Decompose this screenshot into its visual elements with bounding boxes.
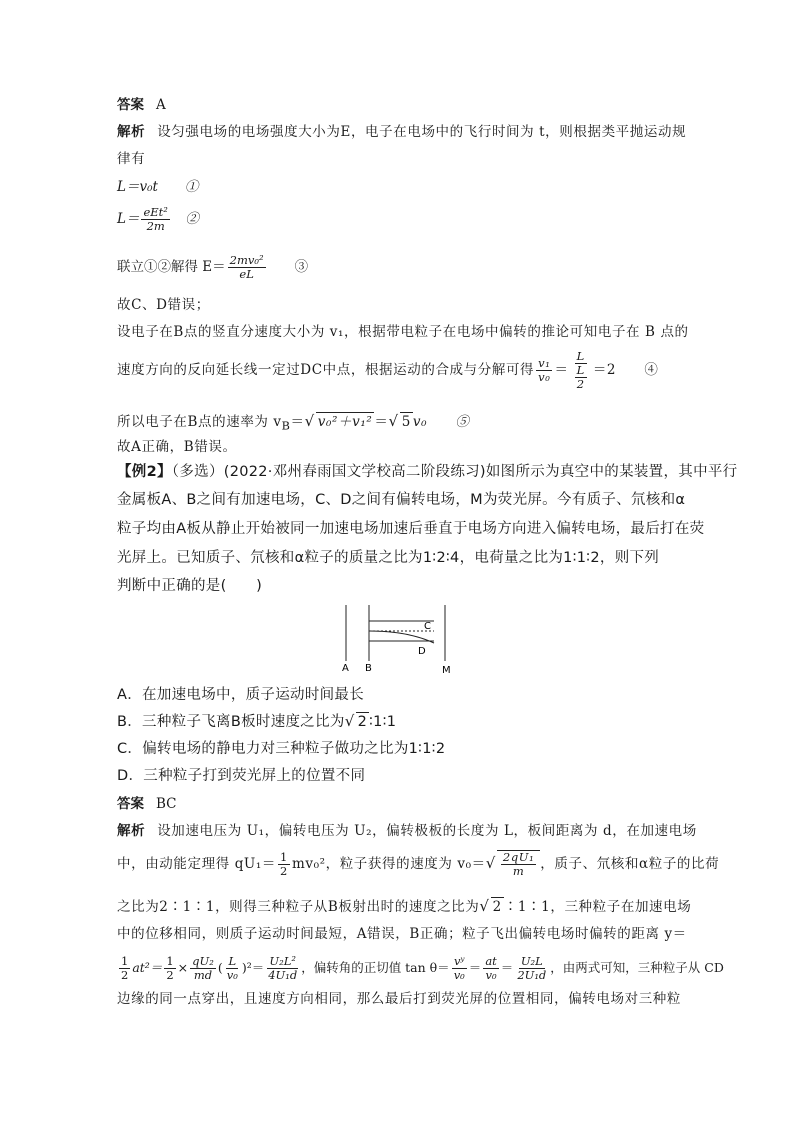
l8-f2-num: L <box>576 349 585 363</box>
answer-value-2: BC <box>156 796 177 812</box>
l9-radicand-2: 5 <box>401 414 411 430</box>
half-num: 1 <box>280 850 288 864</box>
eq3-fraction <box>228 254 266 281</box>
l5-f6-den: v₀ <box>453 968 465 982</box>
analysis2-line-1 <box>117 822 697 840</box>
l2-rad-den: m <box>512 864 525 878</box>
l5-a: at²＝ <box>132 960 163 975</box>
l5-frac-2 <box>164 955 175 982</box>
example-tag: 【例2】 <box>117 464 172 480</box>
l8-pre: 速度方向的反向延长线一定过DC中点，根据运动的合成与分解可得 <box>117 362 535 378</box>
answer-label: 答案 <box>117 97 144 113</box>
example2-line-3: 粒子均由A板从静止开始被同一加速电场加速后垂直于电场方向进入偏转电场，最后打在荧 <box>117 521 705 537</box>
sqrt-sign: √ <box>304 412 315 430</box>
label-a: A <box>342 663 349 674</box>
l2-rad-num: 2qU₁ <box>502 850 535 864</box>
l8-fraction-2 <box>571 350 591 391</box>
example2-line-2: 金属板A、B之间有加速电场，C、D之间有偏转电场，M为荧光屏。今有质子、氘核和α <box>117 492 686 508</box>
l8-fraction-1 <box>536 357 552 384</box>
eq3-den: eL <box>239 267 254 281</box>
l5-f5-den: 4U₁d <box>268 968 298 982</box>
example2-line-5: 判断中正确的是( ) <box>117 578 263 594</box>
eq2-fraction <box>141 206 169 233</box>
l5-f1-den: 2 <box>121 968 129 982</box>
l5-frac-4 <box>225 955 240 982</box>
eq2-tag: ② <box>171 211 199 227</box>
analysis2-line-4: 中的位移相同，则质子运动时间最短，A错误，B正确；粒子飞出偏转电场时偏转的距离 y＝ <box>117 926 687 942</box>
l5-f2-num: 1 <box>166 954 174 968</box>
l5-f3-num: qU₂ <box>192 954 214 968</box>
label-m: M <box>442 665 451 676</box>
l2-mid: mv₀²，粒子获得的速度为 v₀＝ <box>291 856 486 872</box>
option-d: D．三种粒子打到荧光屏上的位置不同 <box>117 768 366 784</box>
eq3-pre: 联立①②解得 E＝ <box>117 259 226 275</box>
l5-g: ＝ <box>500 960 514 975</box>
analysis2-line-6: 边缘的同一点穿出，且速度方向相同，那么最后打到荧光屏的位置相同，偏转电场对三种粒 <box>117 991 681 1007</box>
equation-2 <box>117 206 199 233</box>
l5-f3-den: md <box>193 968 213 982</box>
example2-line-4: 光屏上。已知质子、氘核和α粒子的质量之比为1∶2∶4，电荷量之比为1∶1∶2，则下列 <box>117 550 660 566</box>
l8-f1-den: v₀ <box>538 370 551 384</box>
l5-frac-5 <box>266 955 299 982</box>
label-b: B <box>365 663 372 674</box>
l5-f6-num: vʸ <box>453 954 465 968</box>
option-b-radicand: 2 <box>357 714 368 730</box>
l5-f7-den: v₀ <box>485 968 497 982</box>
label-c: C <box>424 621 431 632</box>
option-a: A．在加速电场中，质子运动时间最长 <box>117 687 365 703</box>
analysis-line-9 <box>117 412 469 436</box>
eq2-lhs: L＝ <box>117 211 140 227</box>
l5-d: )²＝ <box>241 960 265 975</box>
l8-post: ＝2 ④ <box>592 362 659 378</box>
l9-sub: B <box>281 419 291 433</box>
l8-nested-den: 2 <box>576 377 585 391</box>
apparatus-diagram <box>338 601 458 677</box>
l9-radicand: v₀²＋v₁² <box>317 414 373 430</box>
answer-value: A <box>156 97 166 113</box>
l3-post: ∶1∶1，三种粒子在加速电场 <box>503 899 692 915</box>
option-b-post: ∶1∶1 <box>369 714 397 730</box>
l5-f8-num: U₂L <box>520 954 543 968</box>
analysis-label-2: 解析 <box>117 823 146 839</box>
l8-f2-den <box>571 364 591 391</box>
l9-mid: ＝ <box>290 414 305 430</box>
l5-b: × <box>177 960 189 975</box>
l5-h: ，由两式可知，三种粒子从 CD <box>550 960 724 975</box>
l5-frac-6 <box>452 955 467 982</box>
sqrt-sign: √ <box>344 712 355 730</box>
example2-line-1 <box>117 463 737 481</box>
l5-c: ( <box>217 960 223 975</box>
l5-f7-num: at <box>485 954 497 968</box>
l8-f1-num: v₁ <box>538 356 551 370</box>
l2-pre: 中，由动能定理得 qU₁＝ <box>117 856 277 872</box>
analysis2-line-3 <box>117 897 691 916</box>
analysis-line-2: 律有 <box>117 151 146 167</box>
equation-1: L＝v₀t ① <box>117 179 199 195</box>
l3-radicand: 2 <box>492 899 502 915</box>
sqrt-sign: √ <box>479 897 490 915</box>
analysis-line-1 <box>117 123 686 141</box>
l5-frac-8 <box>515 955 548 982</box>
l5-f1-num: 1 <box>121 954 129 968</box>
l9-eq2: ＝ <box>374 414 389 430</box>
l5-frac-3 <box>190 955 216 982</box>
equation-3 <box>117 254 308 281</box>
analysis-line-10: 故A正确，B错误。 <box>117 439 237 455</box>
l8-nested-num: L <box>576 363 585 377</box>
label-d: D <box>418 646 426 657</box>
half-fraction <box>278 851 290 878</box>
l5-f4-den: v₀ <box>226 968 238 982</box>
option-c: C．偏转电场的静电力对三种粒子做功之比为1∶1∶2 <box>117 741 446 757</box>
option-b <box>117 712 396 731</box>
l5-f: ＝ <box>468 960 482 975</box>
l9-post: v₀ ⑤ <box>412 414 470 430</box>
l2-post: ，质子、氘核和α粒子的比荷 <box>540 856 720 872</box>
l8-eq: ＝ <box>554 362 569 378</box>
analysis2-line-5 <box>117 955 724 982</box>
l2-rad-fraction <box>501 851 536 878</box>
answer-line-2 <box>117 795 177 813</box>
analysis-line-6: 故C、D错误； <box>117 297 210 313</box>
half-den: 2 <box>280 864 288 878</box>
sqrt-sign: √ <box>485 854 496 872</box>
analysis-label: 解析 <box>117 124 146 140</box>
l5-f2-den: 2 <box>166 968 174 982</box>
l5-f5-num: U₂L² <box>269 954 296 968</box>
eq2-den: 2m <box>146 219 165 233</box>
analysis2-text-1: 设加速电压为 U₁，偏转电压为 U₂，偏转极板的长度为 L，板间距离为 d，在加速电场 <box>157 823 697 839</box>
l5-f4-num: L <box>228 954 237 968</box>
l5-f8-den: 2U₁d <box>517 968 547 982</box>
eq3-tag: ③ <box>267 259 309 275</box>
analysis-line-8 <box>117 350 658 391</box>
answer-line-1 <box>117 96 166 114</box>
l5-e: ，偏转角的正切值 tan θ＝ <box>301 960 450 975</box>
analysis-text: 设匀强电场的电场强度大小为E，电子在电场中的飞行时间为 t，则根据类平抛运动规 <box>157 124 687 140</box>
option-b-pre: B．三种粒子飞离B板时速度之比为 <box>117 714 345 730</box>
analysis2-line-2 <box>117 850 719 878</box>
l5-frac-7 <box>483 955 498 982</box>
l9-pre: 所以电子在B点的速率为 v <box>117 414 282 430</box>
example2-text-1: （多选）(2022·邓州春雨国文学校高二阶段练习)如图所示为真空中的某装置，其中平行 <box>171 464 738 480</box>
eq3-num: 2mv₀² <box>229 253 264 267</box>
sqrt-sign: √ <box>388 412 399 430</box>
l2-radicand <box>497 850 540 878</box>
answer-label-2: 答案 <box>117 796 144 812</box>
analysis-line-7: 设电子在B点的竖直分速度大小为 v₁，根据带电粒子在电场中偏转的推论可知电子在 B 点的 <box>117 324 689 340</box>
l8-nested-fraction <box>575 364 587 391</box>
l5-frac-1 <box>119 955 130 982</box>
l3-pre: 之比为2∶1∶1，则得三种粒子从B板射出时的速度之比为 <box>117 899 480 915</box>
eq2-num: eEt² <box>143 205 168 219</box>
